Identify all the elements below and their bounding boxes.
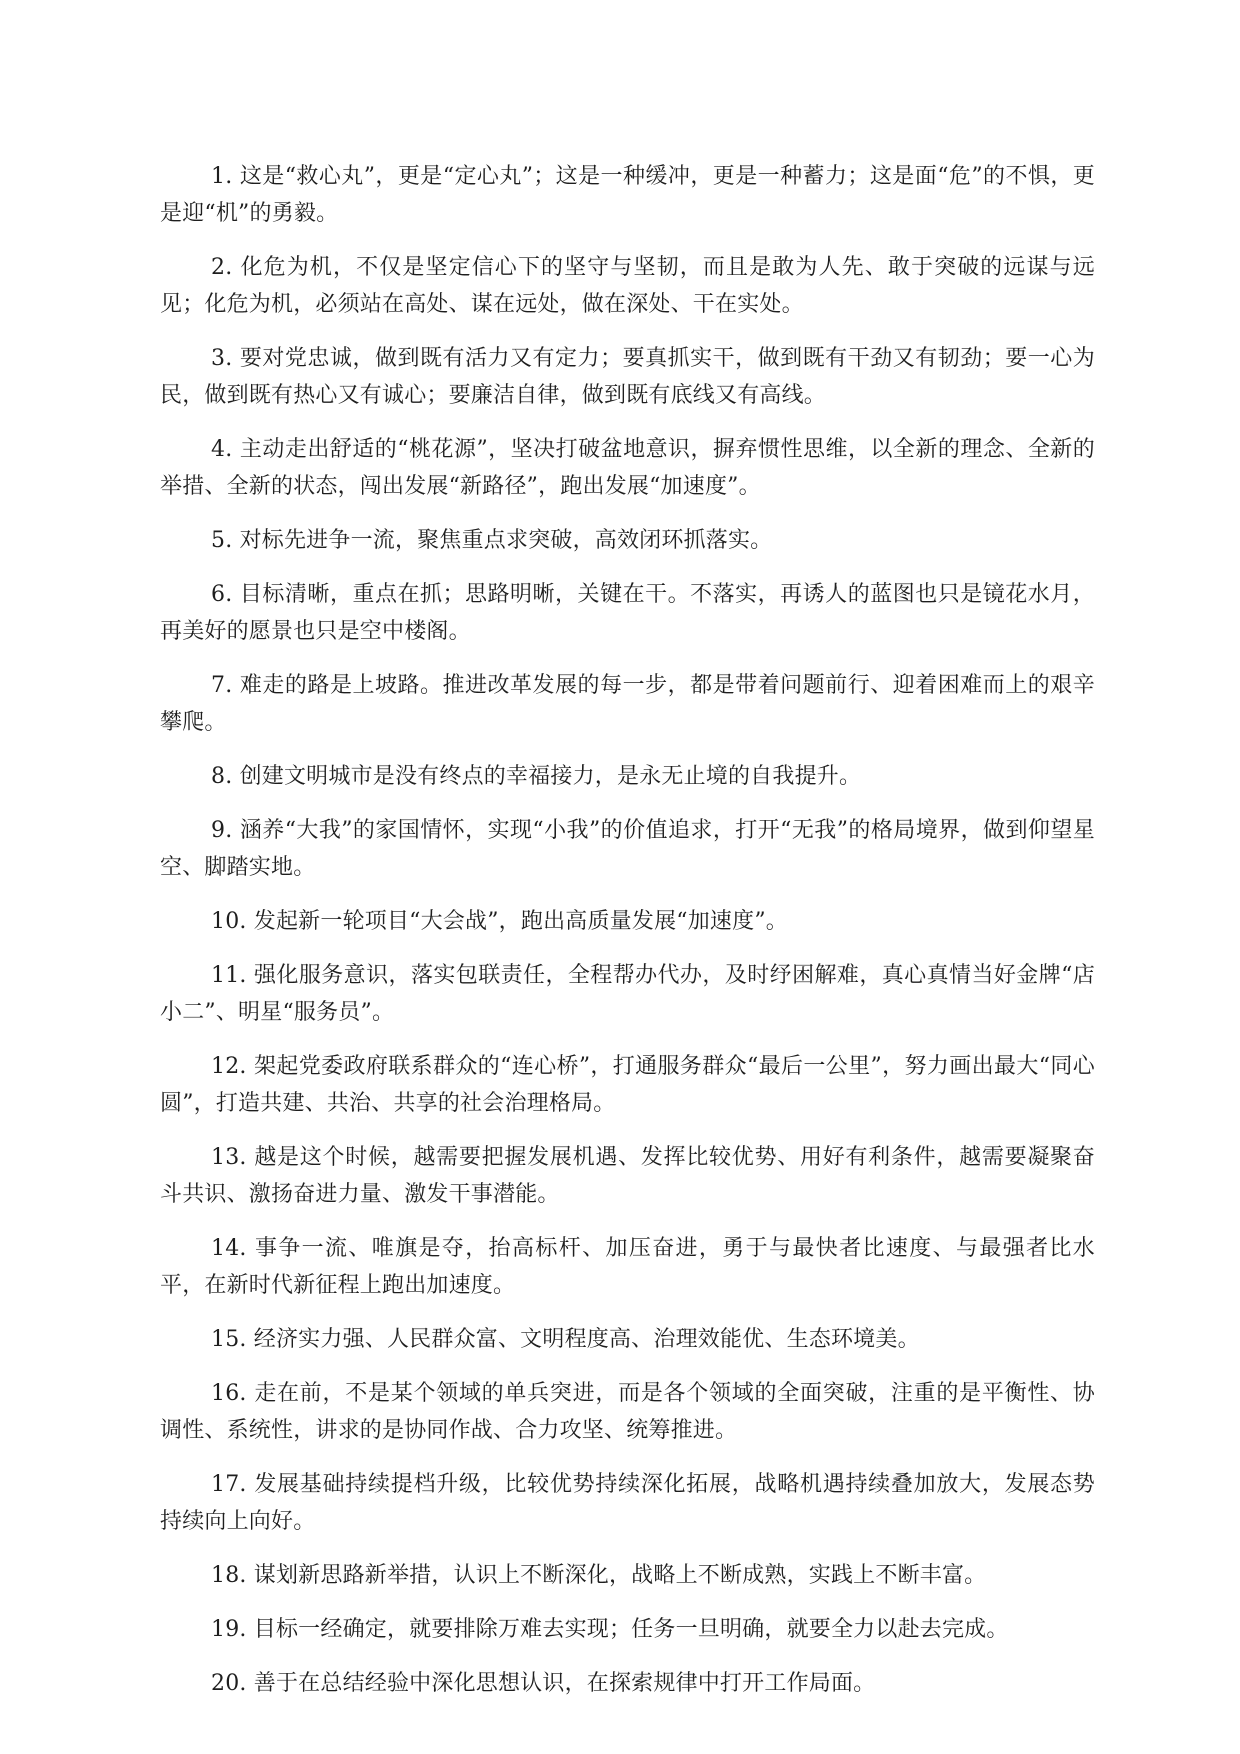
paragraph-19: 19. 目标一经确定，就要排除万难去实现；任务一旦明确，就要全力以赴去完成。	[211, 1617, 1009, 1642]
paragraph-2: 2. 化危为机，不仅是坚定信心下的坚守与坚韧，而且是敢为人先、敢于突破的远谋与远见；化危为机，必须站在高处、谋在远处，做在深处、干在实处。	[160, 255, 1095, 317]
paragraph-16: 16. 走在前，不是某个领域的单兵突进，而是各个领域的全面突破，注重的是平衡性、协调性、系统性，讲求的是协同作战、合力攻坚、统筹推进。	[160, 1381, 1095, 1443]
paragraph-10: 10. 发起新一轮项目“大会战”，跑出高质量发展“加速度”。	[211, 909, 788, 934]
paragraph-15: 15. 经济实力强、人民群众富、文明程度高、治理效能优、生态环境美。	[211, 1327, 920, 1352]
paragraph-9: 9. 涵养“大我”的家国情怀，实现“小我”的价值追求，打开“无我”的格局境界，做到仰望星空、脚踏实地。	[160, 818, 1095, 880]
paragraph-14: 14. 事争一流、唯旗是夺，抬高标杆、加压奋进，勇于与最快者比速度、与最强者比水平，在新时代新征程上跑出加速度。	[160, 1236, 1095, 1298]
paragraph-13: 13. 越是这个时候，越需要把握发展机遇、发挥比较优势、用好有利条件，越需要凝聚奋斗共识、激扬奋进力量、激发干事潜能。	[160, 1145, 1095, 1207]
paragraph-20: 20. 善于在总结经验中深化思想认识，在探索规律中打开工作局面。	[211, 1671, 876, 1696]
paragraph-12: 12. 架起党委政府联系群众的“连心桥”，打通服务群众“最后一公里”，努力画出最大“同心圆”，打造共建、共治、共享的社会治理格局。	[160, 1054, 1095, 1116]
paragraph-11: 11. 强化服务意识，落实包联责任，全程帮办代办，及时纾困解难，真心真情当好金牌“店小二”、明星“服务员”。	[160, 963, 1095, 1025]
paragraph-5: 5. 对标先进争一流，聚焦重点求突破，高效闭环抓落实。	[211, 528, 773, 553]
paragraph-7: 7. 难走的路是上坡路。推进改革发展的每一步，都是带着问题前行、迎着困难而上的艰辛攀爬。	[160, 673, 1095, 735]
paragraph-4: 4. 主动走出舒适的“桃花源”，坚决打破盆地意识，摒弃惯性思维，以全新的理念、全新的举措、全新的状态，闯出发展“新路径”，跑出发展“加速度”。	[160, 437, 1095, 499]
paragraph-18: 18. 谋划新思路新举措，认识上不断深化，战略上不断成熟，实践上不断丰富。	[211, 1563, 987, 1588]
document-body	[160, 158, 1095, 1702]
paragraph-1: 1. 这是“救心丸”，更是“定心丸”；这是一种缓冲，更是一种蓄力；这是面“危”的不惧，更是迎“机”的勇毅。	[160, 164, 1095, 226]
paragraph-3: 3. 要对党忠诚，做到既有活力又有定力；要真抓实干，做到既有干劲又有韧劲；要一心为民，做到既有热心又有诚心；要廉洁自律，做到既有底线又有高线。	[160, 346, 1095, 408]
paragraph-8: 8. 创建文明城市是没有终点的幸福接力，是永无止境的自我提升。	[211, 764, 862, 789]
paragraph-6: 6. 目标清晰，重点在抓；思路明晰，关键在干。不落实，再诱人的蓝图也只是镜花水月，再美好的愿景也只是空中楼阁。	[160, 582, 1095, 644]
paragraph-17: 17. 发展基础持续提档升级，比较优势持续深化拓展，战略机遇持续叠加放大，发展态势持续向上向好。	[160, 1472, 1095, 1534]
